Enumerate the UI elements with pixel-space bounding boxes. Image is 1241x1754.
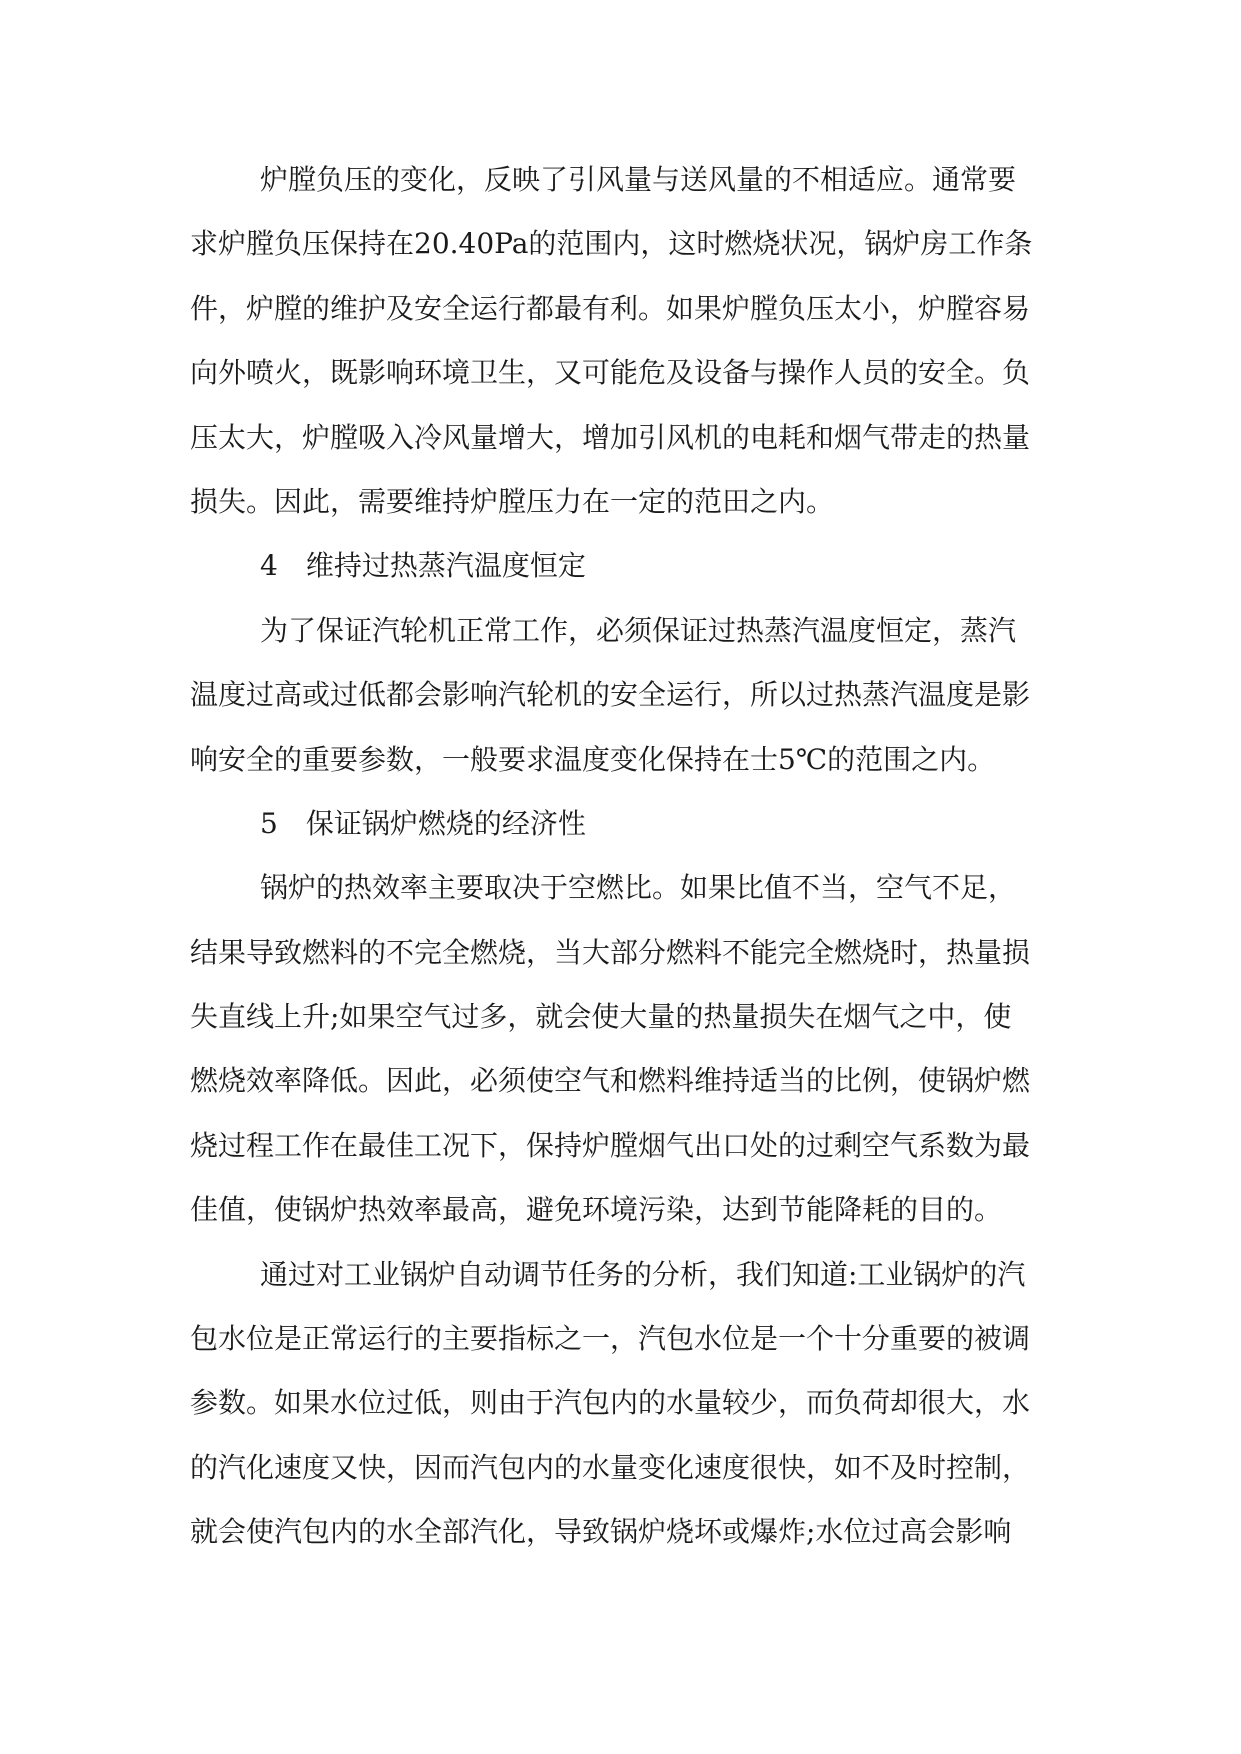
paragraph-line: 参数。如果水位过低，则由于汽包内的水量较少，而负荷却很大，水: [190, 1386, 1031, 1420]
paragraph-line: 通过对工业锅炉自动调节任务的分析，我们知道:工业锅炉的汽: [260, 1257, 1026, 1291]
paragraph-line: 失直线上升;如果空气过多，就会使大量的热量损失在烟气之中，使: [190, 1000, 1012, 1034]
paragraph-line: 锅炉的热效率主要取决于空燃比。如果比值不当，空气不足，: [260, 871, 1017, 905]
section-heading: 5 保证锅炉燃烧的经济性: [260, 806, 586, 840]
paragraph-line: 结果导致燃料的不完全燃烧，当大部分燃料不能完全燃烧时，热量损: [190, 935, 1031, 969]
paragraph-line: 向外喷火，既影响环境卫生，又可能危及设备与操作人员的安全。负: [190, 356, 1031, 390]
section-heading: 4 维持过热蒸汽温度恒定: [260, 549, 586, 583]
paragraph-line: 为了保证汽轮机正常工作，必须保证过热蒸汽温度恒定，蒸汽: [260, 613, 1017, 647]
paragraph-line: 就会使汽包内的水全部汽化，导致锅炉烧坏或爆炸;水位过高会影响: [190, 1515, 1012, 1549]
document-body: [190, 148, 1060, 1565]
paragraph-line: 响安全的重要参数，一般要求温度变化保持在士5℃的范围之内。: [190, 742, 996, 776]
paragraph-line: 包水位是正常运行的主要指标之一，汽包水位是一个十分重要的被调: [190, 1322, 1031, 1356]
paragraph-line: 的汽化速度又快，因而汽包内的水量变化速度很快，如不及时控制，: [190, 1450, 1031, 1484]
paragraph-line: 损失。因此，需要维持炉膛压力在一定的范田之内。: [190, 484, 835, 518]
paragraph-line: 温度过高或过低都会影响汽轮机的安全运行，所以过热蒸汽温度是影: [190, 678, 1031, 712]
paragraph-line: 求炉膛负压保持在20.40Pa的范围内，这时燃烧状况，锅炉房工作条: [190, 227, 1033, 261]
paragraph-line: 燃烧效率降低。因此，必须使空气和燃料维持适当的比例，使锅炉燃: [190, 1064, 1031, 1098]
paragraph-line: 压太大，炉膛吸入冷风量增大，增加引风机的电耗和烟气带走的热量: [190, 420, 1031, 454]
paragraph-line: 佳值，使锅炉热效率最高，避免环境污染，达到节能降耗的目的。: [190, 1193, 1003, 1227]
paragraph-line: 烧过程工作在最佳工况下，保持炉膛烟气出口处的过剩空气系数为最: [190, 1128, 1031, 1162]
paragraph-line: 件，炉膛的维护及安全运行都最有利。如果炉膛负压太小，炉膛容易: [190, 291, 1031, 325]
paragraph-line: 炉膛负压的变化，反映了引风量与送风量的不相适应。通常要: [260, 163, 1017, 196]
